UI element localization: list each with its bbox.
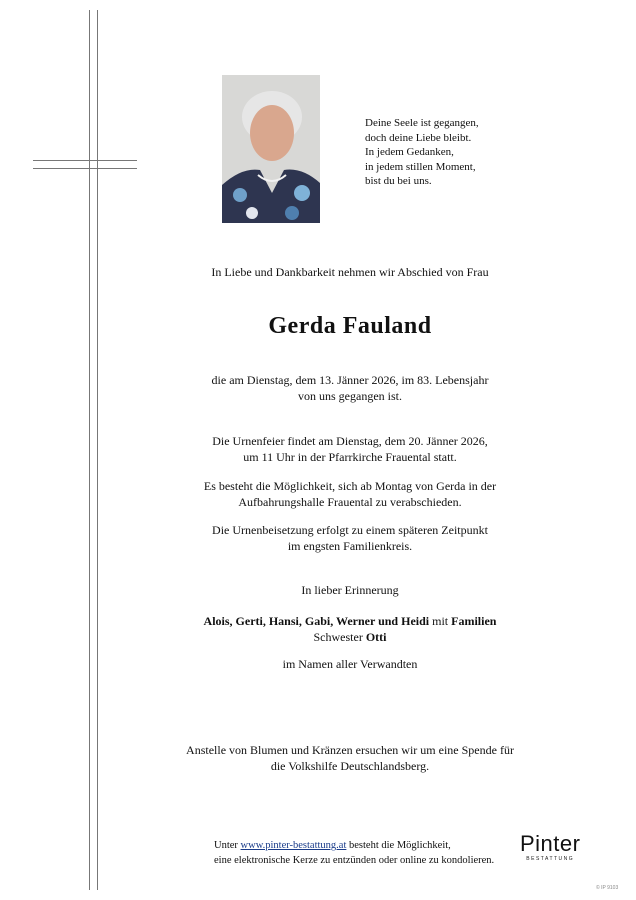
sister-name: Otti — [365, 629, 387, 644]
cross-vertical-line — [89, 10, 90, 890]
burial-info — [130, 523, 570, 554]
logo-subtitle: BESTATTUNG — [526, 856, 575, 862]
poem-line: In jedem Gedanken, — [365, 146, 454, 158]
text-line: Aufbahrungshalle Frauental zu verabschieden. — [238, 494, 462, 509]
document-code: © IP 9103 — [596, 885, 619, 891]
viewing-info — [130, 479, 570, 510]
text-line: im engsten Familienkreis. — [287, 538, 413, 553]
text-line: die am Dienstag, dem 13. Jänner 2026, im 83. Lebensjahr — [211, 373, 489, 387]
text-line: Anstelle von Blumen und Kränzen ersuchen wir um eine Spende für — [186, 743, 514, 757]
cross-vertical-line — [97, 10, 98, 890]
poem-line: in jedem stillen Moment, — [365, 160, 476, 173]
ceremony-info — [130, 434, 570, 465]
cross-horizontal-line — [33, 168, 137, 169]
family-signature — [130, 614, 570, 645]
footer-line: eine elektronische Kerze zu entzünden oder online zu kondolieren. — [214, 855, 495, 866]
family-names: Alois, Gerti, Hansi, Gabi, Werner und Heidi — [203, 614, 430, 628]
relatives-text: im Namen aller Verwandten — [282, 657, 418, 671]
family-familien: Familien — [451, 614, 497, 628]
sister-prefix: Schwester — [313, 629, 363, 644]
footer-text — [214, 838, 494, 868]
website-link[interactable]: www.pinter-bestattung.at — [240, 840, 347, 851]
text-line: Es besteht die Möglichkeit, sich ab Montag von Gerda in der — [203, 479, 497, 493]
family-mit: mit — [432, 614, 449, 628]
poem — [365, 116, 479, 189]
memory-text: In lieber Erinnerung — [301, 583, 399, 597]
cross-horizontal-line — [33, 160, 137, 161]
deceased-name: Gerda Fauland — [268, 313, 432, 339]
poem-line: doch deine Liebe bleibt. — [365, 131, 472, 144]
poem-line: Deine Seele ist gegangen, — [365, 117, 479, 129]
text-line: die Volkshilfe Deutschlandsberg. — [270, 758, 430, 773]
footer-prefix: Unter — [214, 840, 238, 851]
footer-suffix: besteht die Möglichkeit, — [349, 840, 451, 851]
text-line: von uns gegangen ist. — [298, 388, 402, 403]
donation-request — [130, 743, 570, 774]
intro-text: In Liebe und Dankbarkeit nehmen wir Abschied von Frau — [211, 265, 489, 279]
text-line: Die Urnenfeier findet am Dienstag, dem 20. Jänner 2026, — [212, 434, 488, 448]
pinter-logo — [520, 832, 580, 862]
death-notice — [130, 373, 570, 404]
text-line: Die Urnenbeisetzung erfolgt zu einem späteren Zeitpunkt — [212, 523, 488, 537]
logo-name: Pinter — [520, 831, 581, 856]
poem-line: bist du bei uns. — [365, 175, 432, 187]
text-line: um 11 Uhr in der Pfarrkirche Frauental statt. — [243, 449, 457, 464]
portrait-photo — [222, 75, 320, 223]
